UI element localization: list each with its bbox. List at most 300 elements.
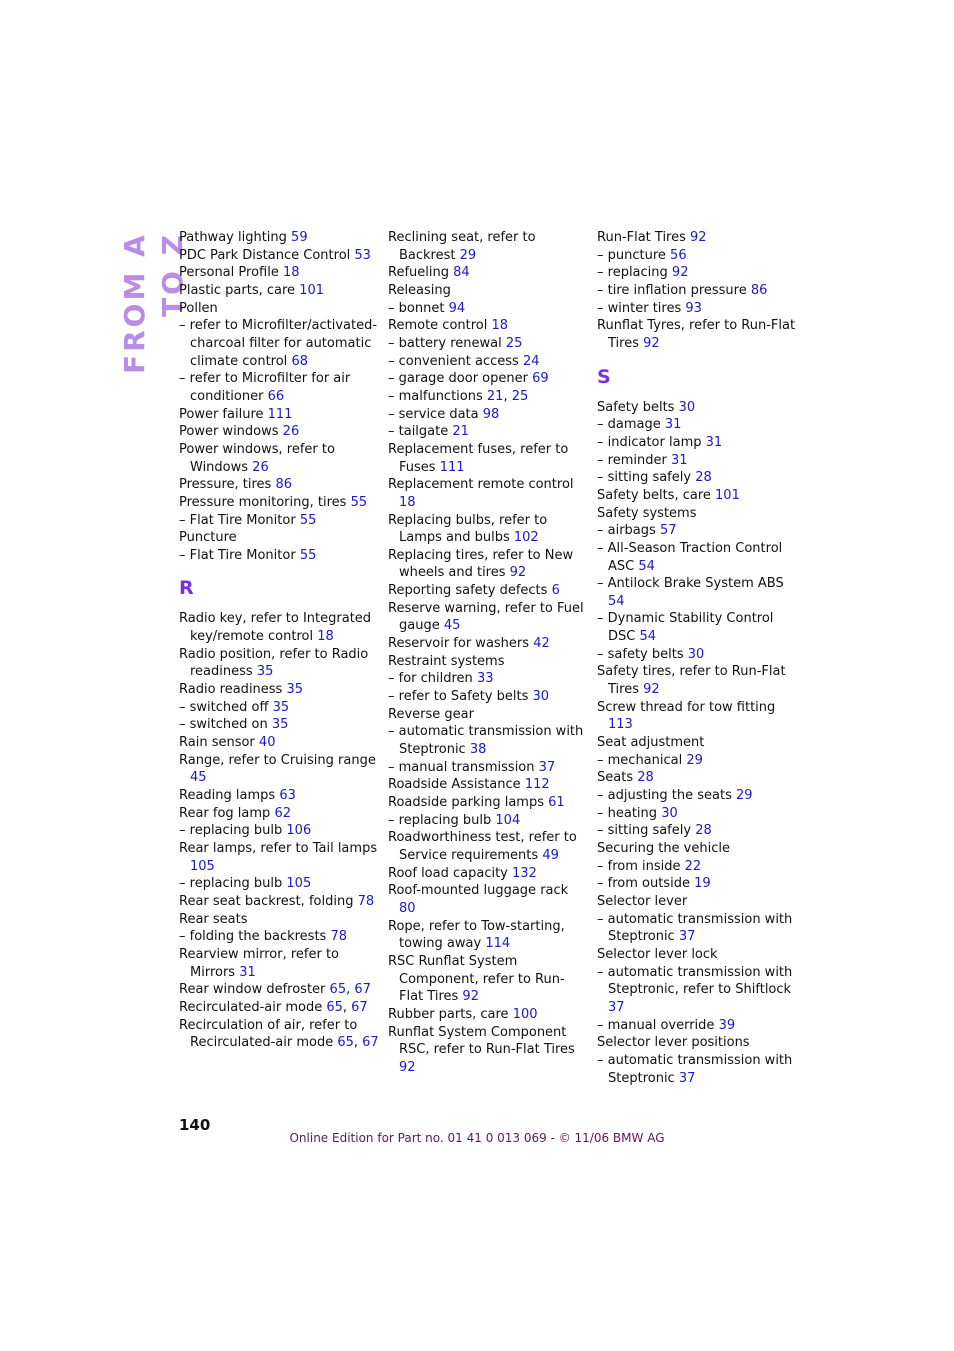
entry-term: Rain sensor (179, 735, 255, 751)
page-reference-link[interactable]: 26 (282, 424, 300, 440)
index-entry (597, 964, 797, 1017)
entry-term: – garage door opener (388, 371, 528, 387)
entry-term: Selector lever lock (597, 946, 718, 962)
entry-term: Pathway lighting (179, 230, 287, 245)
entry-term: Seats (597, 770, 634, 786)
index-entry (179, 264, 379, 282)
index-entry (179, 805, 379, 823)
entry-term: – automatic transmission with Steptronic (597, 1052, 793, 1086)
entry-term: – damage (597, 417, 661, 433)
entry-term: Recirculated-air mode (179, 999, 323, 1015)
page-reference-link[interactable]: 30 (661, 805, 678, 821)
page-reference-link[interactable]: 105 (286, 876, 312, 892)
index-entry (179, 476, 379, 494)
index-entry (179, 494, 379, 512)
index-entry (597, 734, 797, 752)
page-reference-link[interactable]: 33 (476, 671, 494, 687)
page-reference-link[interactable]: 68 (291, 353, 308, 369)
page-reference-link[interactable]: 25 (511, 388, 529, 404)
index-entry: – malfunctions 21, 25 (388, 388, 529, 404)
page-reference-link[interactable]: 31 (705, 434, 723, 450)
entry-term: – replacing bulb (179, 823, 283, 839)
index-entry (388, 441, 588, 476)
entry-term: Rearview mirror, refer to Mirrors (179, 946, 339, 980)
entry-term: – switched on (179, 717, 268, 733)
entry-term: – All-Season Traction Control ASC (597, 540, 783, 574)
page-reference-link[interactable]: 29 (686, 752, 703, 768)
page-reference-link[interactable]: 30 (678, 399, 696, 415)
index-entry (597, 805, 797, 823)
index-column-2 (388, 229, 588, 1077)
entry-term: – malfunctions (388, 388, 483, 404)
index-entry (388, 406, 588, 424)
entry-term: Pressure monitoring, tires (179, 494, 347, 510)
entry-term: – convenient access (388, 353, 519, 369)
page-reference-link[interactable]: 93 (685, 300, 702, 316)
page-reference-link[interactable]: 80 (399, 900, 416, 916)
index-entry (597, 487, 797, 505)
page-reference-link[interactable]: 92 (690, 230, 707, 245)
index-entry (597, 646, 797, 664)
entry-term: – Dynamic Stability Control DSC (597, 611, 774, 645)
page-reference-link[interactable]: 92 (462, 989, 479, 1005)
index-entry (179, 229, 379, 247)
index-entry (179, 547, 379, 565)
entry-term: Rubber parts, care (388, 1006, 509, 1022)
index-entry (597, 300, 797, 318)
index-entry (388, 512, 588, 547)
entry-term: Radio key, refer to Integrated key/remote control (179, 611, 372, 645)
index-entry (597, 875, 797, 893)
index-entry (388, 812, 588, 830)
entry-term: Range, refer to Cruising range (179, 752, 376, 768)
index-entry (179, 681, 379, 699)
page-reference-link[interactable]: 78 (330, 929, 348, 945)
index-entry (179, 840, 379, 875)
entry-term: Reverse gear (388, 706, 474, 722)
index-entry (597, 911, 797, 946)
page-reference-link[interactable]: 86 (750, 282, 768, 298)
section-letter: S (597, 365, 611, 388)
entry-term: – safety belts (597, 646, 684, 662)
entry-term: Roadworthiness test, refer to Service requirements (388, 830, 577, 863)
page-reference-link[interactable]: 22 (684, 858, 702, 874)
entry-term: Rear window defroster (179, 982, 326, 998)
entry-term: – replacing bulb (179, 876, 283, 892)
entry-term: Refueling (388, 265, 449, 281)
entry-term: – refer to Microfilter for air conditioner (179, 371, 351, 404)
entry-term: Releasing (388, 282, 451, 298)
entry-term: Rear seat backrest, folding (179, 893, 354, 909)
page-reference-link[interactable]: 69 (532, 371, 549, 387)
page-reference-link[interactable]: 92 (643, 335, 660, 351)
index-entry (388, 706, 588, 724)
index-entry (388, 776, 588, 794)
entry-term: Radio readiness (179, 682, 283, 698)
entry-term: Securing the vehicle (597, 841, 730, 856)
page-reference-link[interactable]: 37 (538, 759, 556, 775)
page-reference-link[interactable]: 59 (291, 230, 308, 245)
page-reference-link[interactable]: 29 (736, 788, 753, 804)
entry-term: – indicator lamp (597, 434, 702, 450)
entry-term: Roadside Assistance (388, 777, 521, 793)
page-reference-link[interactable]: 35 (256, 664, 274, 680)
entry-term: – refer to Safety belts (388, 689, 529, 705)
page-reference-link[interactable]: 45 (443, 618, 461, 634)
index-entry (388, 759, 588, 777)
page-reference-link[interactable]: 19 (694, 876, 711, 892)
page-reference-link[interactable]: 92 (509, 565, 527, 581)
entry-term: – automatic transmission with Steptronic, refer to Shiftlock (597, 964, 793, 998)
page-reference-link[interactable]: 55 (350, 494, 368, 510)
page-reference-link[interactable]: 65 (329, 982, 347, 998)
index-entry (388, 317, 588, 335)
index-entry (597, 840, 797, 858)
page-reference-link[interactable]: 67 (351, 999, 368, 1015)
page-reference-link[interactable]: 37 (678, 929, 696, 945)
page-reference-link[interactable]: 94 (448, 300, 466, 316)
index-entry (388, 865, 588, 883)
entry-term: Rope, refer to Tow-starting, towing away (388, 918, 565, 952)
entry-term: – from inside (597, 858, 681, 874)
entry-term: – winter tires (597, 300, 682, 316)
entry-term: Puncture (179, 530, 237, 546)
page-reference-link[interactable]: 65 (326, 999, 343, 1015)
index-entry (597, 663, 797, 698)
page-reference-link[interactable]: 38 (469, 742, 487, 758)
index-entry (388, 1006, 588, 1024)
index-entry (388, 300, 588, 318)
entry-term: – airbags (597, 523, 656, 539)
entry-term: Screw thread for tow fitting (597, 699, 776, 715)
entry-term: – puncture (597, 247, 666, 263)
entry-term: – manual override (597, 1017, 715, 1033)
entry-term: Recirculation of air, refer to Recirculated-air mode (179, 1017, 358, 1051)
page-reference-link[interactable]: 104 (495, 812, 521, 828)
index-entry (388, 723, 588, 758)
entry-term: – switched off (179, 699, 269, 715)
index-entry: Recirculation of air, refer to Recirculated-air mode 65, 67 (179, 1017, 379, 1051)
page-reference-link[interactable]: 28 (637, 770, 654, 786)
page-reference-link[interactable]: 65 (337, 1035, 354, 1051)
entry-term: – automatic transmission with Steptronic (597, 911, 793, 945)
entry-term: Roof load capacity (388, 865, 508, 881)
index-entry (597, 893, 797, 911)
entry-term: Safety belts (597, 399, 675, 415)
index-entry (179, 529, 379, 547)
page-number: 140 (179, 1116, 211, 1134)
entry-term: Reserve warning, refer to Fuel gauge (388, 600, 584, 634)
section-side-title: FROM A TO Z (118, 232, 189, 374)
entry-term: Roof-mounted luggage rack (388, 883, 569, 899)
entry-term: – refer to Microfilter/activated-charcoal filter for automatic climate control (179, 318, 378, 369)
entry-term: – battery renewal (388, 335, 502, 351)
entry-term: Rear lamps, refer to Tail lamps (179, 841, 378, 856)
page-reference-link[interactable]: 28 (695, 823, 712, 839)
page-reference-link[interactable]: 101 (715, 487, 740, 503)
entry-term: Safety belts, care (597, 487, 711, 503)
page-reference-link[interactable]: 30 (687, 646, 705, 662)
index-entry (388, 353, 588, 371)
entry-term: Restraint systems (388, 653, 505, 669)
page-reference-link[interactable]: 86 (275, 477, 293, 493)
page-reference-link[interactable]: 61 (548, 795, 565, 810)
index-entry (179, 752, 379, 787)
index-entry (388, 423, 588, 441)
page-reference-link[interactable]: 42 (533, 636, 550, 652)
index-entry (597, 247, 797, 265)
page-reference-link[interactable]: 113 (608, 717, 633, 733)
index-entry (597, 399, 797, 417)
index-entry (179, 734, 379, 752)
index-entry (597, 699, 797, 734)
entry-term: Replacement fuses, refer to Fuses (388, 441, 569, 475)
index-entry (388, 547, 588, 582)
page-reference-link[interactable]: 66 (267, 388, 285, 404)
entry-term: – sitting safely (597, 470, 692, 486)
page-reference-link[interactable]: 21 (452, 424, 469, 440)
page-reference-link[interactable]: 67 (362, 1035, 379, 1051)
page-reference-link[interactable]: 67 (354, 982, 371, 998)
index-entry (179, 716, 379, 734)
entry-term: – folding the backrests (179, 929, 327, 945)
page-reference-link[interactable]: 18 (317, 629, 334, 645)
index-entry (388, 264, 588, 282)
index-entry (388, 918, 588, 953)
page-reference-link[interactable]: 105 (190, 858, 215, 874)
entry-term: Pressure, tires (179, 477, 272, 493)
index-entry (179, 512, 379, 530)
page-reference-link[interactable]: 18 (491, 318, 509, 334)
index-entry (388, 229, 588, 264)
entry-term: Radio position, refer to Radio readiness (179, 646, 369, 680)
entry-term: PDC Park Distance Control (179, 247, 351, 263)
index-entry (597, 822, 797, 840)
index-entry (597, 787, 797, 805)
entry-term: Reclining seat, refer to Backrest (388, 230, 536, 263)
entry-term: Run-Flat Tires (597, 230, 686, 245)
page-reference-link[interactable]: 56 (670, 247, 687, 263)
index-entry (597, 452, 797, 470)
index-entry (597, 469, 797, 487)
page-reference-link[interactable]: 31 (239, 964, 256, 980)
entry-term: Safety systems (597, 505, 697, 521)
index-entry (388, 670, 588, 688)
index-entry (179, 699, 379, 717)
entry-term: – manual transmission (388, 759, 535, 775)
entry-term: – replacing (597, 265, 668, 281)
page-reference-link[interactable]: 101 (299, 282, 325, 298)
index-entry (179, 317, 379, 370)
page-reference-link[interactable]: 57 (659, 523, 677, 539)
index-entry (388, 794, 588, 812)
index-entry: Rear window defroster 65, 67 (179, 982, 371, 998)
page-reference-link[interactable]: 35 (286, 682, 304, 698)
index-entry (179, 610, 379, 645)
index-entry (388, 335, 588, 353)
page-reference-link[interactable]: 35 (271, 717, 289, 733)
index-column-1 (179, 229, 379, 1052)
footer-edition-note: Online Edition for Part no. 01 41 0 013 069 - © 11/06 BMW AG (289, 1131, 665, 1145)
page-reference-link[interactable]: 84 (453, 265, 470, 281)
index-entry (597, 522, 797, 540)
page-reference-link[interactable]: 35 (272, 699, 290, 715)
index-entry (388, 688, 588, 706)
entry-term: Replacing bulbs, refer to Lamps and bulbs (388, 512, 548, 546)
page-reference-link[interactable]: 92 (399, 1059, 416, 1075)
page-reference-link[interactable]: 29 (459, 247, 477, 263)
page-reference-link[interactable]: 100 (512, 1006, 538, 1022)
index-entry (388, 582, 588, 600)
index-entry (179, 300, 379, 318)
page-reference-link[interactable]: 132 (512, 865, 537, 881)
index-entry (179, 875, 379, 893)
index-entry (388, 653, 588, 671)
page-reference-link[interactable]: 98 (482, 406, 500, 422)
index-entry (597, 229, 797, 247)
index-entry (388, 829, 588, 864)
page-reference-link[interactable]: 28 (695, 470, 712, 486)
page-reference-link[interactable]: 102 (513, 530, 539, 546)
index-entry (597, 610, 797, 645)
index-entry (597, 946, 797, 964)
index-entry (388, 282, 588, 300)
entry-term: Reservoir for washers (388, 636, 530, 652)
entry-term: Rear fog lamp (179, 805, 271, 821)
entry-term: – for children (388, 671, 473, 687)
index-entry (388, 1024, 588, 1077)
index-entry (597, 1034, 797, 1052)
entry-term: Pollen (179, 300, 218, 316)
page-reference-link[interactable]: 63 (279, 788, 296, 804)
page-reference-link[interactable]: 45 (190, 770, 207, 786)
page-reference-link[interactable]: 25 (505, 335, 523, 351)
entry-term: – service data (388, 406, 479, 422)
entry-term: – adjusting the seats (597, 788, 732, 804)
index-entry (597, 858, 797, 876)
index-entry (388, 476, 588, 511)
page-reference-link[interactable]: 54 (608, 593, 625, 609)
entry-term: – mechanical (597, 752, 683, 768)
page-reference-link[interactable]: 49 (542, 847, 559, 863)
index-entry (597, 505, 797, 523)
entry-term: Selector lever positions (597, 1035, 750, 1051)
entry-term: – heating (597, 805, 658, 821)
index-entry (388, 953, 588, 1006)
page-reference-link[interactable]: 106 (286, 823, 312, 839)
page-reference-link[interactable]: 31 (670, 452, 688, 468)
entry-term: – tire inflation pressure (597, 282, 747, 298)
entry-term: Safety tires, refer to Run-Flat Tires (597, 664, 786, 698)
index-entry (179, 406, 379, 424)
index-entry: Recirculated-air mode 65, 67 (179, 999, 368, 1015)
entry-term: Power failure (179, 406, 264, 422)
entry-term: Runflat Tyres, refer to Run-Flat Tires (597, 318, 796, 351)
index-entry (597, 752, 797, 770)
page-reference-link[interactable]: 24 (522, 353, 540, 369)
page-reference-link[interactable]: 78 (357, 893, 375, 909)
page-reference-link[interactable]: 31 (664, 417, 682, 433)
entry-term: Power windows (179, 424, 279, 440)
entry-term: – reminder (597, 452, 667, 468)
entry-term: Runflat System Component RSC, refer to Run-Flat Tires (388, 1024, 575, 1058)
page-reference-link[interactable]: 111 (439, 459, 465, 475)
entry-term: – automatic transmission with Steptronic (388, 724, 584, 758)
entry-term: – from outside (597, 876, 690, 892)
entry-term: – replacing bulb (388, 812, 492, 828)
index-entry (179, 893, 379, 911)
index-entry (179, 423, 379, 441)
page-reference-link[interactable]: 37 (678, 1070, 696, 1086)
page-reference-link[interactable]: 37 (608, 999, 625, 1015)
page-reference-link[interactable]: 18 (282, 265, 300, 281)
entry-term: Rear seats (179, 911, 248, 927)
page-reference-link[interactable]: 53 (354, 247, 371, 263)
entry-term: Reporting safety defects (388, 583, 548, 599)
page-reference-link[interactable]: 54 (639, 629, 657, 645)
index-entry (179, 911, 379, 929)
entry-term: Replacing tires, refer to New wheels and tires (388, 547, 574, 581)
entry-term: Seat adjustment (597, 735, 705, 751)
page-reference-link[interactable]: 55 (299, 512, 317, 528)
page-reference-link[interactable]: 114 (485, 936, 511, 952)
index-entry (597, 264, 797, 282)
page-reference-link[interactable]: 39 (718, 1017, 736, 1033)
index-entry (179, 646, 379, 681)
index-entry (597, 282, 797, 300)
index-entry (597, 575, 797, 610)
page-reference-link[interactable]: 92 (671, 265, 689, 281)
page-reference-link[interactable]: 6 (551, 583, 560, 599)
page-reference-link[interactable]: 55 (299, 547, 317, 563)
entry-term: – Flat Tire Monitor (179, 547, 296, 563)
entry-term: – Antilock Brake System ABS (597, 576, 784, 592)
index-column-3 (597, 229, 797, 1087)
entry-term: – Flat Tire Monitor (179, 512, 296, 528)
entry-term: – bonnet (388, 300, 445, 316)
page-reference-link[interactable]: 62 (274, 805, 291, 821)
page-reference-link[interactable]: 40 (258, 735, 276, 751)
index-entry (179, 928, 379, 946)
index-entry (179, 370, 379, 405)
index-entry (597, 317, 797, 352)
page-reference-link[interactable]: 111 (267, 406, 293, 422)
page-reference-link[interactable]: 54 (638, 558, 655, 574)
entry-term: Personal Profile (179, 265, 279, 281)
page-reference-link[interactable]: 21 (486, 388, 504, 404)
index-entry (388, 882, 588, 917)
page-reference-link[interactable]: 92 (643, 682, 660, 698)
page-reference-link[interactable]: 18 (399, 494, 416, 510)
page-reference-link[interactable]: 112 (524, 777, 550, 793)
index-entry (179, 441, 379, 476)
index-entry (597, 1052, 797, 1087)
index-entry (388, 370, 588, 388)
index-entry (388, 635, 588, 653)
index-entry (597, 540, 797, 575)
entry-term: – sitting safely (597, 823, 692, 839)
entry-term: Plastic parts, care (179, 282, 296, 298)
entry-term: Roadside parking lamps (388, 795, 544, 810)
entry-term: Reading lamps (179, 788, 276, 804)
entry-term: RSC Runflat System Component, refer to Run-Flat Tires (388, 953, 565, 1005)
index-entry (597, 434, 797, 452)
index-entry (597, 1017, 797, 1035)
entry-term: – tailgate (388, 424, 449, 440)
page-reference-link[interactable]: 26 (252, 459, 269, 475)
page-reference-link[interactable]: 30 (532, 689, 550, 705)
index-entry (388, 600, 588, 635)
